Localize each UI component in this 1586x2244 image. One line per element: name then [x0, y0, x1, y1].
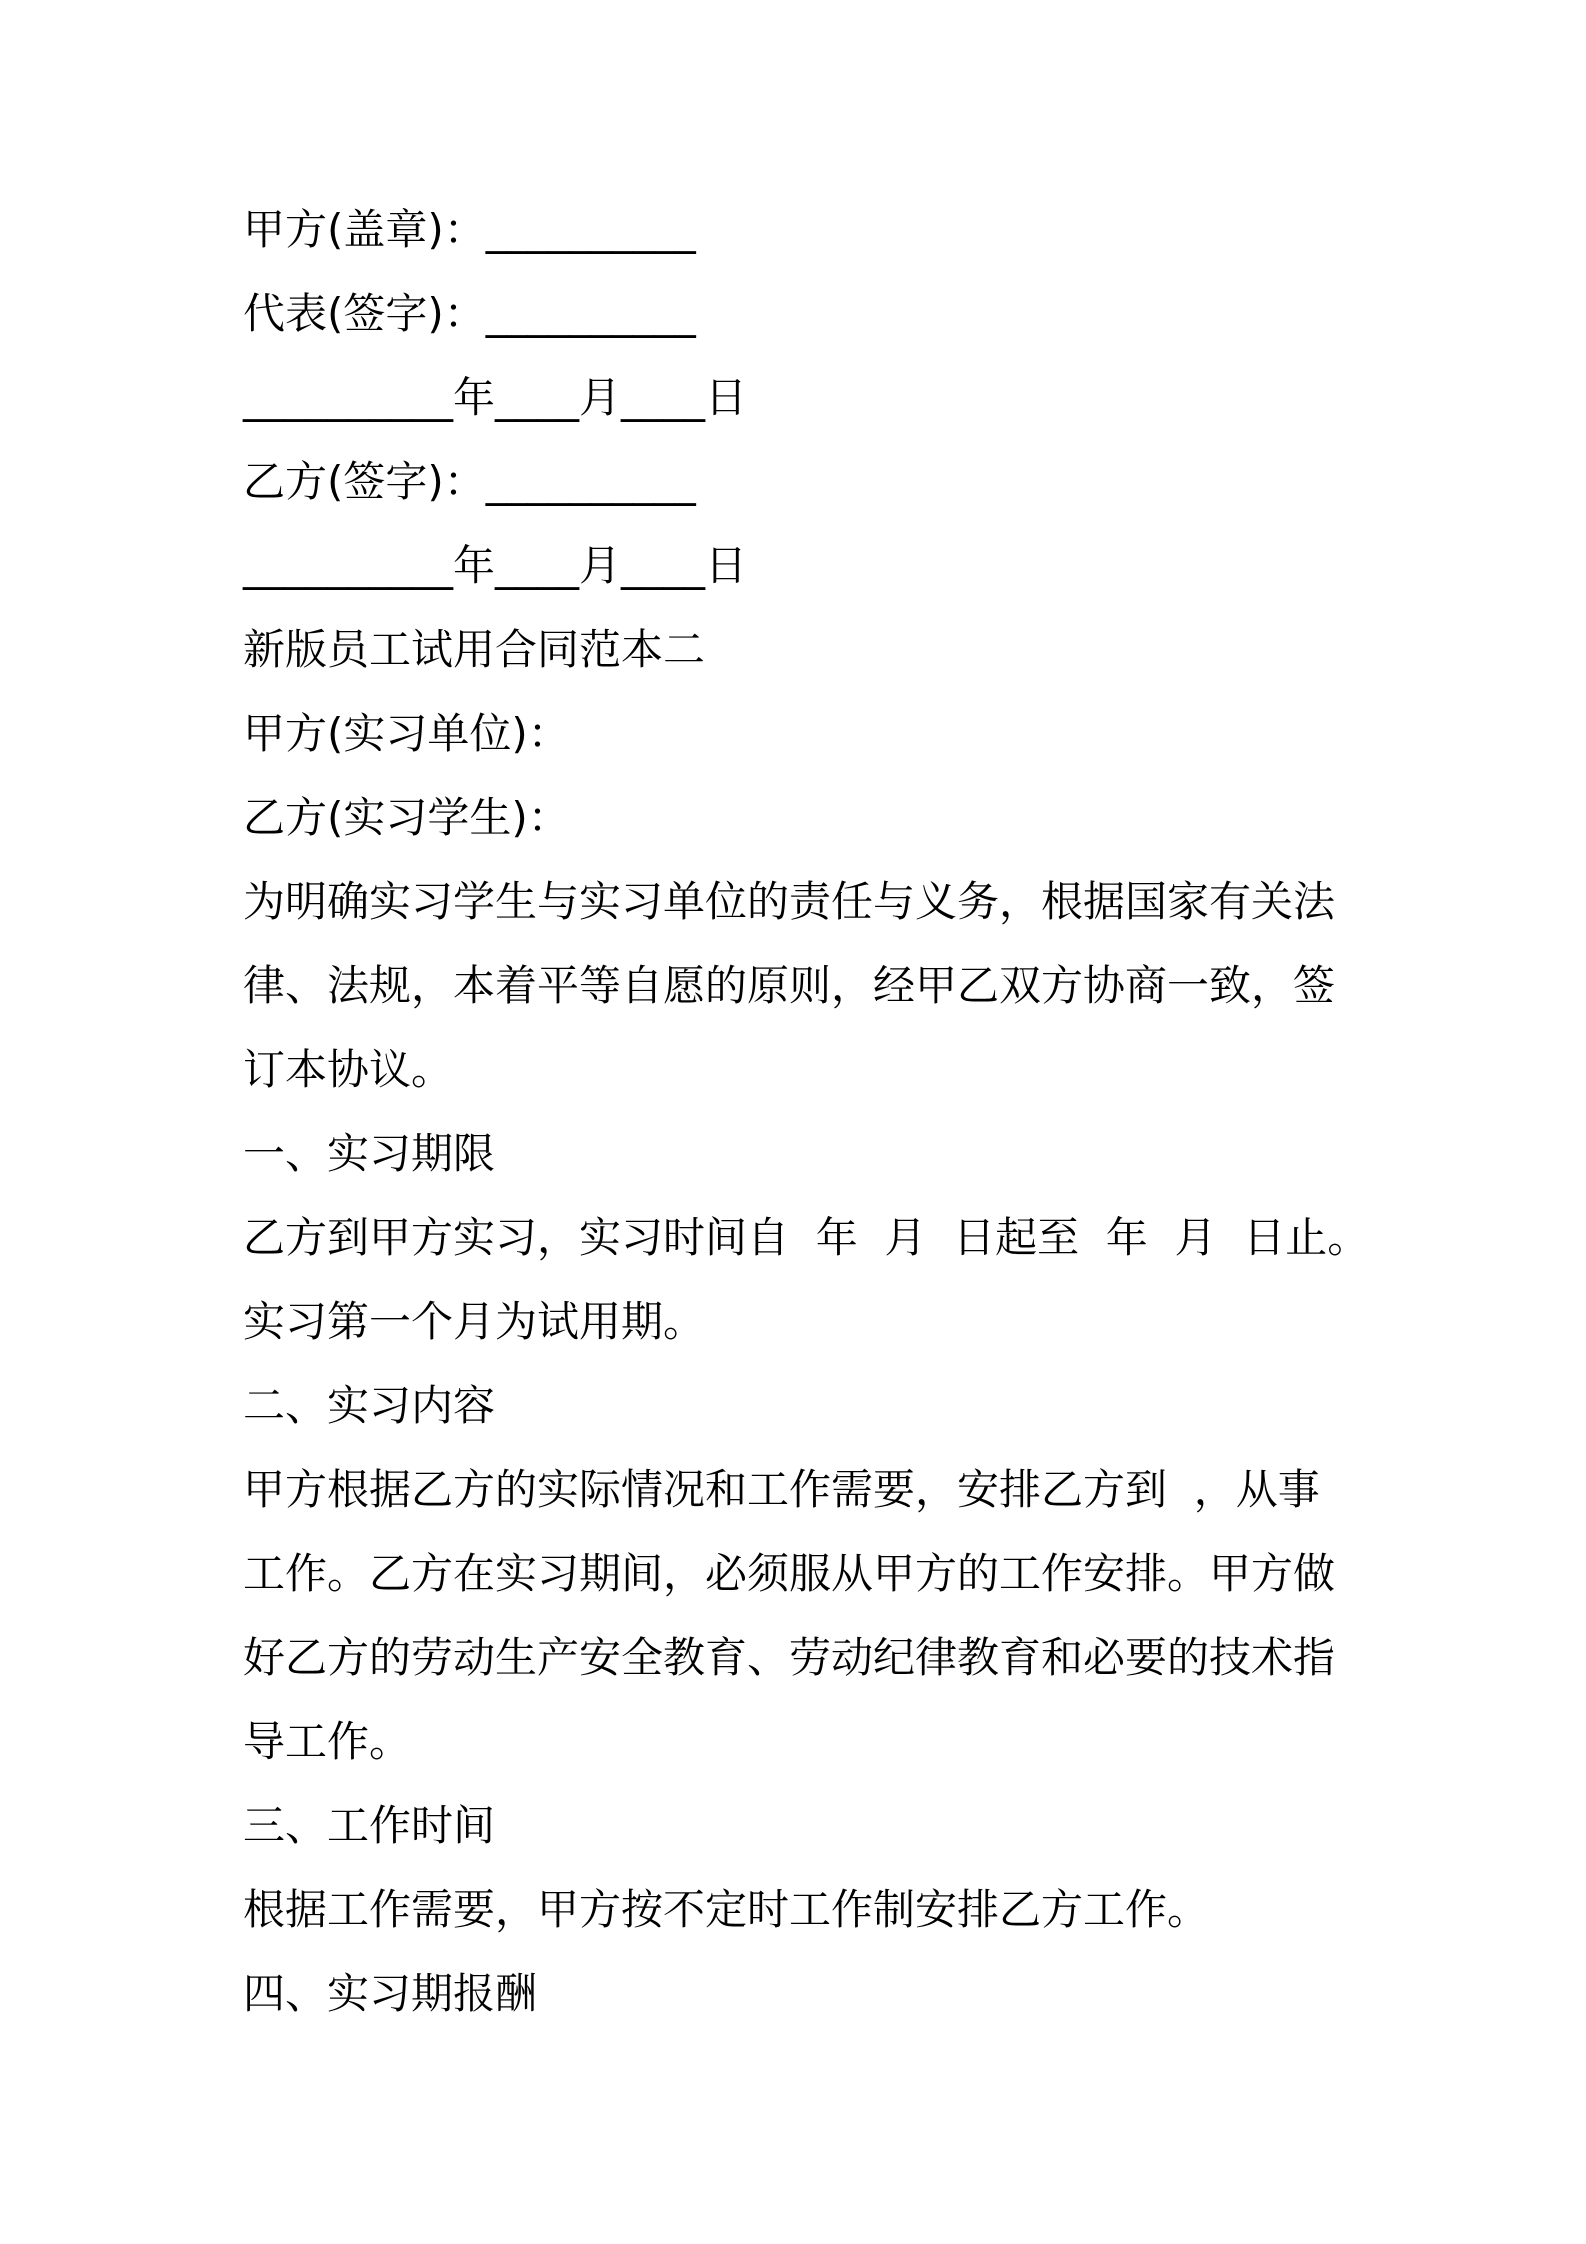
document-title: 新版员工试用合同范本二	[243, 625, 706, 674]
party-b-signature-line: 乙方(签字)：__________	[243, 457, 696, 506]
intro-paragraph-line: 律、法规，本着平等自愿的原则，经甲乙双方协商一致，签	[243, 961, 1336, 1010]
section-2-paragraph-line: 工作。乙方在实习期间，必须服从甲方的工作安排。甲方做	[243, 1549, 1336, 1598]
section-heading-1: 一、实习期限	[243, 1129, 496, 1178]
party-b-label: 乙方(实习学生)：	[243, 793, 570, 842]
section-1-paragraph-line: 实习第一个月为试用期。	[243, 1297, 706, 1346]
section-heading-3: 三、工作时间	[243, 1801, 496, 1850]
party-a-seal-line: 甲方(盖章)：__________	[243, 205, 696, 254]
section-heading-2: 二、实习内容	[243, 1381, 496, 1430]
section-2-paragraph-line: 甲方根据乙方的实际情况和工作需要，安排乙方到 ，从事	[243, 1465, 1320, 1514]
party-a-date-line: __________年____月____日	[243, 373, 748, 422]
section-1-paragraph-line: 乙方到甲方实习，实习时间自 年 月 日起至 年 月 日止。	[243, 1213, 1370, 1262]
document-body	[243, 188, 1370, 2036]
party-a-label: 甲方(实习单位)：	[243, 709, 570, 758]
party-b-date-line: __________年____月____日	[243, 541, 748, 590]
section-2-paragraph-line: 导工作。	[243, 1717, 412, 1766]
section-3-paragraph-line: 根据工作需要，甲方按不定时工作制安排乙方工作。	[243, 1885, 1210, 1934]
section-2-paragraph-line: 好乙方的劳动生产安全教育、劳动纪律教育和必要的技术指	[243, 1633, 1336, 1682]
intro-paragraph-line: 为明确实习学生与实习单位的责任与义务，根据国家有关法	[243, 877, 1336, 926]
representative-signature-line: 代表(签字)：__________	[243, 289, 696, 338]
section-heading-4: 四、实习期报酬	[243, 1969, 538, 2018]
intro-paragraph-line: 订本协议。	[243, 1045, 454, 1094]
